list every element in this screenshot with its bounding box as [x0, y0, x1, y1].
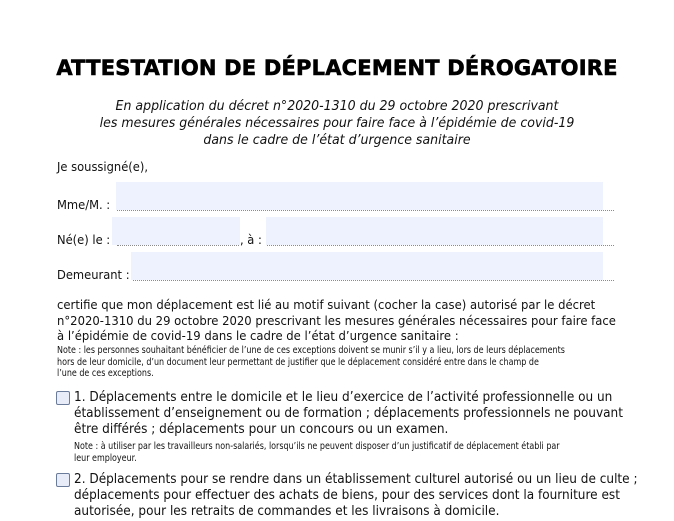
reason-line: établissement d’enseignement ou de formation ; déplacements professionnels ne pouvant: [74, 406, 623, 421]
reason-2-checkbox[interactable]: [56, 473, 70, 487]
birthdate-input[interactable]: [112, 217, 240, 245]
birthplace-input[interactable]: [266, 217, 603, 245]
reason-line: autorisée, pour les retraits de commandes et les livraisons à domicile.: [74, 504, 500, 519]
intro-text: Je soussigné(e),: [57, 159, 148, 174]
address-input[interactable]: [131, 252, 603, 280]
note-line: Note : à utiliser par les travailleurs non-salariés, lorsqu’ils ne peuvent disposer d’un justificatif de déplacement établi par: [74, 441, 560, 452]
exceptions-note: [57, 345, 648, 380]
certify-line: à l’épidémie de covid-19 dans le cadre de l’état d’urgence sanitaire :: [57, 328, 459, 343]
note-line: l’une de ces exceptions.: [57, 368, 154, 379]
certify-line: n°2020-1310 du 29 octobre 2020 prescrivant les mesures générales nécessaires pour faire face: [57, 312, 616, 328]
certify-line: certifie que mon déplacement est lié au motif suivant (cocher la case) autorisé par le décret: [57, 297, 596, 312]
birthdate-dotted-line: [117, 245, 239, 246]
address-dotted-line: [133, 280, 614, 281]
certify-paragraph: [57, 297, 632, 344]
reason-1-text: [74, 390, 634, 438]
subtitle-line: En application du décret n°2020-1310 du 29 octobre 2020 prescrivant: [115, 98, 559, 114]
subtitle-line: les mesures générales nécessaires pour faire face à l’épidémie de covid-19: [99, 115, 575, 131]
note-line: Note : les personnes souhaitant bénéficier de l’une de ces exceptions doivent se munir s’il y a lieu, lors de leurs déplacements: [57, 345, 565, 356]
document-title: ATTESTATION DE DÉPLACEMENT DÉROGATOIRE: [56, 56, 618, 80]
subtitle-line: dans le cadre de l’état d’urgence sanitaire: [203, 132, 471, 148]
birthplace-dotted-line: [267, 245, 614, 246]
name-dotted-line: [117, 210, 614, 211]
document-subtitle: [24, 98, 651, 149]
reason-line: 1. Déplacements entre le domicile et le lieu d’exercice de l’activité professionnelle ou un: [74, 390, 613, 405]
reason-line: déplacements pour effectuer des achats de biens, pour des services dont la fourniture est: [74, 488, 620, 503]
birthdate-label: Né(e) le :: [57, 232, 111, 247]
note-line: leur employeur.: [74, 452, 137, 464]
name-label: Mme/M. :: [57, 197, 111, 212]
reason-2-text: [74, 472, 638, 520]
reason-1-note: [74, 441, 639, 464]
reason-1-checkbox[interactable]: [56, 391, 70, 405]
reason-line: être différés ; déplacements pour un concours ou un examen.: [74, 422, 449, 437]
name-input[interactable]: [116, 182, 603, 210]
reason-line: 2. Déplacements pour se rendre dans un établissement culturel autorisé ou un lieu de culte ;: [74, 472, 638, 487]
note-line: hors de leur domicile, d’un document leur permettant de justifier que le déplacement considéré entre dans le champ de: [57, 356, 539, 368]
address-label: Demeurant :: [57, 267, 130, 282]
birthplace-label: , à :: [240, 232, 262, 247]
